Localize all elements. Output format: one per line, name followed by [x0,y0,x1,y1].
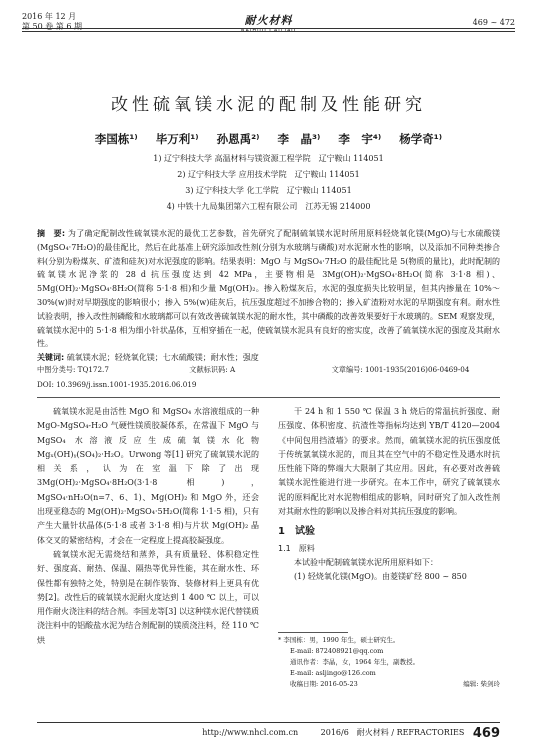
header-rule [22,28,515,29]
issue-info [22,12,82,32]
section-heading: 1 试验 [278,526,315,538]
subsection-heading: 1.1 原料 [278,543,315,553]
page-number: 469 [472,726,500,741]
footnote-line: E-mail: asljingo@126.com [290,669,376,677]
body-paragraph: 硫氧镁水泥无需烧结和蒸养，具有质量轻、体积稳定性好、强度高、耐热、保温、隔热等优异性能，其在耐水性、环保性都有独特之处，特别是在制作装饰、装修材料上更具有优势[2]。改性后的硫氧镁水泥耐火度达到 1 400 ℃ 以上，可以用作耐火浇注料的结合剂。李国龙等[3] 以这种镁水泥代替镁质浇注料中的铝酸盐水泥为结合剂配制的镁质浇注料，经 110 ℃ 烘 [37,549,259,645]
author: 李 宇⁴⁾ [338,132,382,146]
body-paragraph: 本试验中配制硫氧镁水泥所用原料如下： [294,557,438,567]
author: 李 晶³⁾ [277,132,321,146]
author: 李国栋¹⁾ [94,132,138,146]
abstract [37,227,500,365]
affiliation: 2) 辽宁科技大学 应用技术学院 辽宁鞍山 114051 [177,170,360,179]
affiliation: 3) 辽宁科技大学 化工学院 辽宁鞍山 114051 [185,186,352,195]
body-paragraph: 硫氧镁水泥是由活性 MgO 和 MgSO₄ 水溶液组成的一种 MgO-MgSO₄-H₂O 气硬性镁质胶凝体系，在常温下 MgO 与 MgSO₄ 水溶液反应生成硫氧镁水化物 Mgₓ(OH)ᵧ(SO₄)₂·H₂O。Urwong 等[1] 研究了硫氧镁水泥的相关系，认为在室温下除了出现 3Mg(OH)₂·MgSO₄·8H₂O(3·1·8 相)，MgSO₄·nH₂O(n=7、6、1)、Mg(OH)₂ 和 MgO 外，还会出现亚稳态的 Mg(OH)₂·MgSO₄·5H₂O(简称 1·1·5 相)，只有产生大量针状晶体(5·1·8 或者 3·1·8 相)与片状 Mg(OH)₂ 晶体交叉的紧密结构，才会在一定程度上提高胶凝强度。 [37,407,259,545]
clc-number: 中图分类号: TQ172.7 [37,365,109,374]
author: 杨学奇¹⁾ [399,132,443,146]
journal-logo-sub: NAIHUO CAILIAO [240,28,297,34]
issue-date: 2016 年 12 月 [22,12,77,21]
body-paragraph: (1) 轻烧氧化镁(MgO)。由菱镁矿经 800 ~ 850 [294,572,467,582]
editor: 编辑: 柴剑玲 [463,680,500,688]
journal-issue: 2016/6 耐火材料 / REFRACTORIES [320,728,465,737]
article-number: 文章编号: 1001-1935(2016)06-0469-04 [331,365,470,374]
received-date: 收稿日期: 2016-05-23 [290,680,358,688]
author: 毕万利¹⁾ [155,132,199,146]
affiliation: 4) 中铁十九局集团第六工程有限公司 江苏无锡 214000 [166,202,371,211]
affiliations [0,151,537,215]
abstract-divider [37,397,500,398]
footnote [278,632,500,690]
footnote-line: * 李国栋：男，1990 年生，硕士研究生。 [278,636,400,644]
issue-volume: 第 50 卷 第 6 期 [22,22,82,31]
running-header [22,12,515,36]
author-list [0,131,537,147]
body-paragraph: 干 24 h 和 1 550 ℃ 保温 3 h 烧后的常温抗折强度、耐压强度、体积密度、抗渣性等指标均达到 YB/T 4120—2004《中间包用挡渣墙》的要求。然而，硫氧镁水泥的抗压强度低于传统氯氧镁水泥的，而且其在空气中的不稳定性及遇水时抗压性能下降的弊端大大限制了其应用。因此，有必要对改善硫氧镁水泥性能进行进一步研究。在本工作中，研究了硫氧镁水泥的原料配比对水泥物相组成的影响，同时研究了加入改性剂对其耐水性的影响以及掺合料对其抗压强度的影响。 [278,407,500,517]
article-meta [37,365,500,375]
footnote-line: 通讯作者：李晶，女，1964 年生，副教授。 [290,658,420,666]
footer-rule [37,722,500,723]
keywords-text: 硫氧镁水泥；轻烧氧化镁；七水硫酸镁；耐水性；强度 [66,353,259,363]
page-footer [202,726,500,741]
journal-url[interactable]: http://www.nhcl.com.cn [202,728,299,737]
author: 孙恩禹²⁾ [216,132,260,146]
body-column-left [37,405,259,648]
journal-logo-name: 耐火材料 [244,14,293,27]
body-column-right [278,405,500,585]
footnote-dates [278,679,500,690]
keywords-label: 关键词: [37,353,65,363]
header-rule-thin [22,31,515,32]
abstract-label: 摘 要: [37,229,66,238]
page-range: 469 ~ 472 [472,18,515,27]
doi: DOI: 10.3969/j.issn.1001-1935.2016.06.019 [37,380,197,389]
document-code: 文献标识码: A [189,365,236,374]
abstract-text: 为了确定配制改性硫氧镁水泥的最优工艺参数，首先研究了配制硫氧镁水泥时所用原料轻烧氧化镁(MgO)与七水硫酸镁(MgSO₄·7H₂O)的最佳配比，然后在此基准上研究添加改性剂(分别为水玻璃与磷酸)对水泥耐水性的影响，以及添加不同种类掺合料(分别为粉煤灰、矿渣和硅灰)对水泥强度的影响。结果表明：MgO 与 MgSO₄·7H₂O 的最佳配比是 5(物质的量比)，此时配制的硫氧镁水泥净浆的 28 d 抗压强度达到 42 MPa，主要物相是 3Mg(OH)₂·MgSO₄·8H₂O(简称 3·1·8 相)、5Mg(OH)₂·MgSO₄·8H₂O(简称 5·1·8 相)和少量 Mg(OH)₂。掺入粉煤灰后，水泥的强度损失比较明显，但其内掺量在 10%～30%(w)时对早期强度的影响很小；掺入 5%(w)硅灰后，抗压强度超过不加掺合物的；掺入矿渣粉对水泥的早期强度有利。耐水性试验表明，掺入改性剂磷酸和水玻璃都可以有效改善硫氧镁水泥的耐水性，其中磷酸的改善效果要好于水玻璃的。SEM 观察发现，硫氧镁水泥中的 5·1·8 相为细小针状晶体，互相穿插在一起，使硫氧镁水泥具有良好的密实度，改善了硫氧镁水泥的强度及其耐水性。 [37,229,501,349]
affiliation: 1) 辽宁科技大学 高温材料与镁资源工程学院 辽宁鞍山 114051 [153,154,384,163]
footnote-rule [278,632,348,633]
footnote-line: E-mail: 872408921@qq.com [290,647,384,655]
paper-title: 改性硫氧镁水泥的配制及性能研究 [111,95,426,115]
